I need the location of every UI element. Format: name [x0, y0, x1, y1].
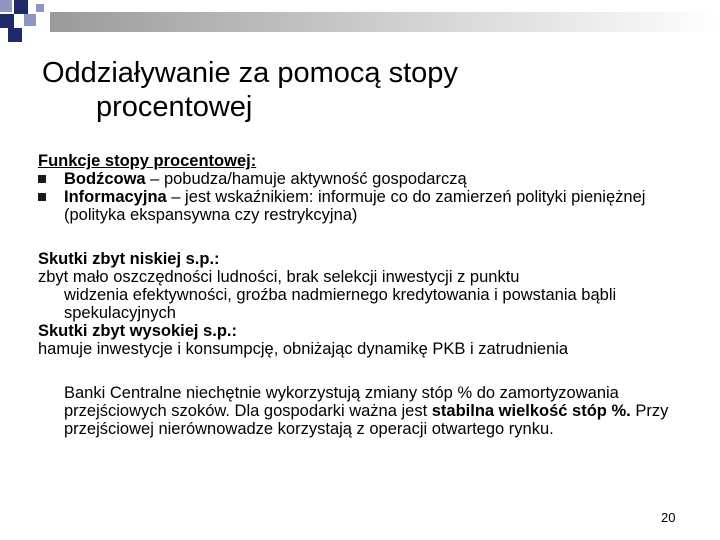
functions-heading: Funkcje stopy procentowej:: [38, 152, 257, 170]
banks-bold-text: stabilna wielkość stóp %.: [431, 402, 631, 420]
decor-square-2: [14, 0, 28, 14]
header-decoration: [0, 0, 720, 50]
title-line-2: procentowej: [96, 91, 253, 123]
header-gradient-bar: [50, 12, 720, 32]
low-rate-line-2: widzenia efektywności, groźba nadmiernego kredytowania i powstania bąbli spekulacyjnych: [64, 286, 617, 322]
low-rate-line-1: zbyt mało oszczędności ludności, brak selekcji inwestycji z punktu: [38, 268, 520, 286]
bullet-text: – pobudza/hamuje aktywność gospodarczą: [145, 170, 467, 188]
bullet-term: Informacyjna: [64, 188, 167, 206]
bullet-item-informacyjna: [38, 188, 688, 224]
banks-text-1: Banki Centralne niechętnie wykorzystują zmiany stóp % do zamortyzowania przejściowych szoków. Dla gospodarki ważna jest: [64, 384, 619, 420]
bullet-text: – jest wskaźnikiem: informuje co do zamierzeń polityki pieniężnej (polityka ekspansywna czy restrykcyjna): [64, 188, 646, 224]
banks-text-2: Przy przejściowej nierównowadze korzystają z operacji otwartego rynku.: [64, 402, 669, 438]
bullet-item-bodzcowa: [38, 170, 688, 188]
low-rate-heading: Skutki zbyt niskiej s.p.:: [38, 250, 220, 268]
title-line-1: Oddziaływanie za pomocą stopy: [42, 57, 458, 89]
decor-square-4: [24, 14, 36, 26]
bullet-square-icon: [38, 175, 46, 183]
central-banks-paragraph: [38, 384, 688, 438]
page-number: 20: [661, 510, 676, 525]
decor-square-5: [8, 28, 22, 42]
high-rate-heading: Skutki zbyt wysokiej s.p.:: [38, 322, 237, 340]
decor-square-6: [36, 4, 44, 12]
bullet-square-icon: [38, 193, 46, 201]
bullet-term: Bodźcowa: [64, 170, 146, 188]
decor-square-1: [0, 0, 12, 12]
decor-square-3: [0, 14, 14, 28]
slide-title: [42, 56, 682, 124]
slide-content: [38, 152, 688, 438]
high-rate-text: hamuje inwestycje i konsumpcję, obniżając dynamikę PKB i zatrudnienia: [38, 340, 569, 358]
